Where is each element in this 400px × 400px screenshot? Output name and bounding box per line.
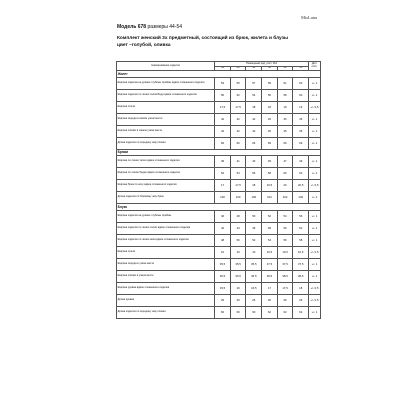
measurement-value: 39 [215,156,231,168]
size-range-header: Размерный ряд, рост 164 [215,62,309,67]
measurement-value: 35,5 [215,258,231,270]
measurement-value: 100 [215,192,231,204]
measurement-name: Ширина переда в самом узком месте [117,113,215,125]
measurement-value: 10,5 [293,246,309,258]
measurement-name: Ширина спинки в самом узком месте [117,125,215,137]
tolerance-header: Доп. откл. [309,62,321,71]
table-row [117,306,321,318]
measurement-value: 100 [246,192,262,204]
measurement-name: Длина изделия по середину шву спинки [117,306,215,318]
tolerance-value: +/- 1 [309,168,321,180]
table-row [117,234,321,246]
measurement-value: 16 [230,282,246,294]
table-row [117,222,321,234]
measurement-value: 62 [277,306,293,318]
measurement-value: 20,5 [293,180,309,192]
measurement-value: 61 [277,77,293,89]
measurement-value: 38,5 [277,270,293,282]
measurement-value: 45 [262,156,278,168]
measurement-value: 20 [277,180,293,192]
measurement-value: 42 [215,113,231,125]
measurement-value: 62 [293,306,309,318]
measurement-value: 58 [293,234,309,246]
measurement-value: 55 [230,77,246,89]
tolerance-value: +/- 1 [309,137,321,149]
tolerance-value: +/- 1 [309,210,321,222]
measurement-value: 37,5 [262,258,278,270]
measurement-value: 50 [230,234,246,246]
tolerance-value: +/- 1 [309,306,321,318]
measurement-value: 10,5 [262,246,278,258]
measurement-value: 26 [262,294,278,306]
measurement-value: 56 [293,210,309,222]
measurement-value: 50 [277,222,293,234]
measurement-value: 42 [246,113,262,125]
section-title: Брюки [117,149,321,156]
measurement-value: 102 [293,192,309,204]
table-row [117,246,321,258]
measurement-value: 56 [262,89,278,101]
measurement-value: 17,5 [230,180,246,192]
measurement-value: 62 [262,306,278,318]
measurement-value: 48 [215,234,231,246]
tolerance-value: +/- 0,5 [309,101,321,113]
measurement-value: 10 [246,246,262,258]
measurement-value: 42 [215,222,231,234]
table-row [117,113,321,125]
tolerance-value: +/- 1 [309,125,321,137]
measurement-value: 45 [262,113,278,125]
measurement-value: 18 [293,282,309,294]
product-description [117,35,313,49]
measurement-value: 69 [293,137,309,149]
measurement-name: Длина рукава [117,294,215,306]
table-row [117,101,321,113]
measurement-name: Ширина по линии талии вдвое сложенного изделия [117,156,215,168]
tolerance-value: +/- 1 [309,258,321,270]
tolerance-value: +/- 0,5 [309,282,321,294]
measurement-value: 44 [230,222,246,234]
measurement-value: 10 [230,246,246,258]
measurement-value: 59 [262,77,278,89]
size-header-cell: 46 [230,67,246,71]
measurement-value: 10,5 [277,246,293,258]
table-row [117,294,321,306]
table-row [117,156,321,168]
measurement-value: 50 [246,210,262,222]
measurement-value: 19 [277,101,293,113]
table-row [117,180,321,192]
measurement-value: 46 [246,222,262,234]
table-row [117,192,321,204]
measurement-value: 63 [293,77,309,89]
measurement-value: 69 [262,137,278,149]
measurement-value: 42 [246,125,262,137]
tolerance-value: +/- 1 [309,270,321,282]
measurement-value: 100 [230,192,246,204]
measurement-value: 42 [230,125,246,137]
measurement-name: Ширина спинки в узком месте [117,270,215,282]
measurement-value: 52 [215,168,231,180]
measurement-name: Ширина изделия на уровне глубины проймы [117,210,215,222]
measurement-value: 18 [246,101,262,113]
tolerance-value: +/- 0,5 [309,180,321,192]
measurement-value: 52 [246,234,262,246]
measurement-value: 60 [246,306,262,318]
measurement-value: 17 [262,282,278,294]
measurement-value: 60 [293,89,309,101]
measurement-value: 56 [277,234,293,246]
measurement-value: 19 [293,101,309,113]
size-header-cell: 48 [246,67,262,71]
model-label: Модель 678 [117,24,147,30]
measurement-value: 35,5 [230,258,246,270]
measurement-value: 17,5 [215,101,231,113]
measurement-name: Ширина изделия по линии низа вдвое сложенного изделия [117,234,215,246]
table-row [117,258,321,270]
measurement-value: 52 [293,222,309,234]
measurement-value: 54 [262,234,278,246]
measurement-value: 26 [293,294,309,306]
measurement-value: 26 [277,294,293,306]
measurement-value: 48 [262,222,278,234]
document-page [111,0,323,400]
name-column-header: Наименование изделия [117,62,215,71]
measurement-value: 36,5 [230,270,246,282]
measurement-value: 52 [262,210,278,222]
measurement-value: 17,5 [277,282,293,294]
model-title [117,24,182,30]
measurement-value: 45 [277,113,293,125]
measurement-value: 53 [215,77,231,89]
measurement-value: 66 [230,137,246,149]
measurement-name: Ширина брюк по низу вдвое сложенного изделия [117,180,215,192]
measurement-value: 45 [293,125,309,137]
size-header-cell: 54 [293,67,309,71]
measurement-value: 37,5 [277,258,293,270]
measurement-value: 15,5 [215,282,231,294]
measurement-value: 54 [230,168,246,180]
measurement-value: 60 [230,306,246,318]
measurement-value: 48 [230,210,246,222]
tolerance-value: +/- 1 [309,77,321,89]
measurement-value: 36,5 [246,270,262,282]
description-line: цвет –голубой, оливка [117,43,171,48]
measurement-value: 102 [277,192,293,204]
tolerance-value: +/- 1 [309,234,321,246]
measurement-value: 25 [215,294,231,306]
measurement-value: 41 [230,156,246,168]
description-line: Комплект женский 3х предметный, состоящий из брюк, жилета и блузы [117,36,289,41]
measurement-name: Ширина изделия на уровне глубины проймы вдвое сложенного изделия [117,77,215,89]
measurement-name: Ширина плеча [117,101,215,113]
size-header-cell: 44 [215,67,231,71]
measurement-value: 35,5 [246,258,262,270]
tolerance-value: +/- 0,5 [309,294,321,306]
measurement-value: 38,5 [262,270,278,282]
table-row [117,77,321,89]
measurement-value: 56 [246,168,262,180]
measurement-value: 50 [215,89,231,101]
measurement-value: 36,5 [215,270,231,282]
measurement-value: 58 [277,89,293,101]
tolerance-value: +/- 0,5 [309,246,321,258]
table-row [117,137,321,149]
measurement-name: Ширина изделия по линии талии/бедр вдвое сложенного изделия [117,89,215,101]
section-title: Блуза [117,204,321,211]
measurement-value: 45 [277,125,293,137]
section-title: Жилет [117,71,321,78]
measurement-name: Ширина плеча [117,246,215,258]
table-row [117,168,321,180]
measurement-value: 66 [215,137,231,149]
measurement-value: 42 [215,125,231,137]
table-row [117,125,321,137]
measurement-value: 62 [293,168,309,180]
measurements-table [116,61,321,319]
measurement-name: Ширина рукава вдвое сложенного изделия [117,282,215,294]
measurement-value: 43 [246,156,262,168]
measurement-value: 66 [246,137,262,149]
table-row [117,89,321,101]
measurement-name: Ширина изделия по линии талии вдвое сложенного изделия [117,222,215,234]
tolerance-value: +/- 1 [309,156,321,168]
measurement-value: 60 [215,306,231,318]
size-header-cell: 52 [277,67,293,71]
table-row [117,210,321,222]
measurement-value: 49 [293,156,309,168]
measurement-value: 18 [246,180,262,192]
measurement-value: 17 [215,180,231,192]
measurement-value: 37,5 [293,258,309,270]
measurement-value: 54 [277,210,293,222]
measurement-value: 102 [262,192,278,204]
measurement-value: 52 [230,89,246,101]
table-row [117,270,321,282]
measurement-value: 69 [277,137,293,149]
measurement-value: 60 [277,168,293,180]
measurement-value: 58 [262,168,278,180]
sizes-label: размеры 44-54 [147,24,183,30]
measurement-value: 17,5 [230,101,246,113]
brand-logo: MisLana [301,15,317,20]
measurement-name: Ширина переда в узком месте [117,258,215,270]
measurement-value: 25 [230,294,246,306]
tolerance-value: +/- 1 [309,89,321,101]
measurement-value: 16,5 [246,282,262,294]
measurement-value: 10 [215,246,231,258]
measurement-value: 46 [215,210,231,222]
measurement-value: 42 [230,113,246,125]
measurement-value: 47 [277,156,293,168]
tolerance-value: +/- 1 [309,113,321,125]
measurement-value: 18 [262,101,278,113]
tolerance-value: +/- 1 [309,222,321,234]
measurement-value: 45 [262,125,278,137]
size-header-cell: 50 [262,67,278,71]
measurement-value: 45 [293,113,309,125]
measurement-name: Ширина по линии бедер вдвое сложенного изделия [117,168,215,180]
measurement-name: Длина изделия по середину шву спинки [117,137,215,149]
measurement-value: 38,5 [293,270,309,282]
measurement-value: 25 [246,294,262,306]
measurement-value: 54 [246,89,262,101]
measurement-value: 57 [246,77,262,89]
table-row [117,282,321,294]
tolerance-value: +/- 1 [309,192,321,204]
measurement-name: Длина изделия по боковому шву брюк [117,192,215,204]
measurement-value: 19,5 [262,180,278,192]
